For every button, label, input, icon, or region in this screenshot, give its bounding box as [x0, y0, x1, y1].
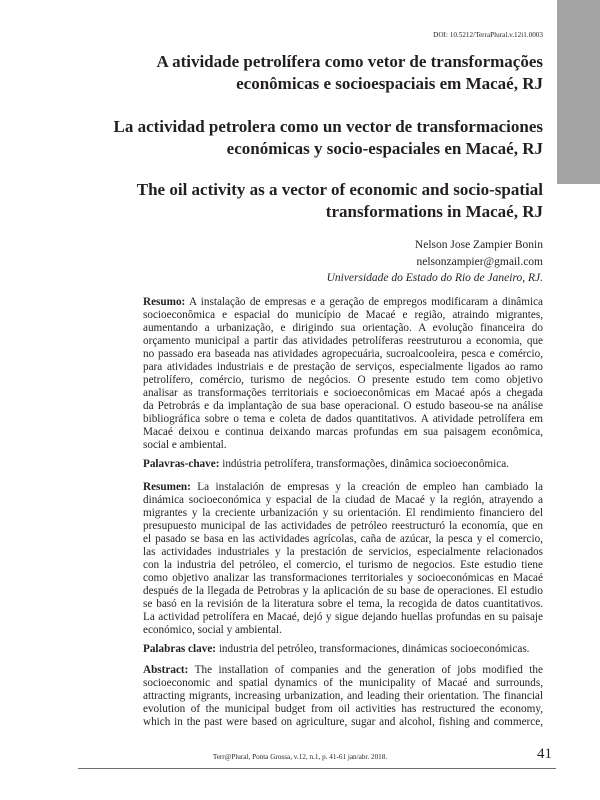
resumo-line: Macaé deixou e continua deixando marcas profundas em sua paisagem econômica,: [143, 426, 543, 438]
journal-footer: Terr@Plural, Ponta Grossa, v.12, n.1, p. 41-61 jan/abr. 2018.: [212, 753, 388, 761]
resumo-line: orçamento municipal a partir das atividades petrolíferas reestruturou a economia, que: [143, 335, 543, 347]
resumen-line: después de la llegada de Petrobras y la aplicación de su base de operaciones. El estudio: [143, 585, 543, 597]
footer-rule: [78, 768, 556, 769]
resumen-line: dinámica socioeconómica y espacial de la ciudad de Macaé y la región, atrayendo a: [143, 494, 543, 506]
keywords-line: [143, 643, 543, 656]
resumen-line: como objetivo analizar las transformaciones territoriales y socioeconómicas en Macaé: [143, 572, 543, 584]
palavras-chave-label: Palavras-chave:: [143, 458, 220, 470]
resumen-line: las actividades industriales y la prestación de servicios, especialmente relacionados: [143, 546, 543, 558]
resumo-line-text: A instalação de empresas e a geração de empregos modificaram a dinâmica: [189, 296, 543, 308]
resumo-line: da Petrobrás e da implantação de sua base operacional. O estudo baseou-se na análise: [143, 400, 543, 412]
abstract-line: which in the past were based on agriculture, sugar and alcohol, fishing and commerce,: [143, 716, 543, 728]
resumen-label: Resumen:: [143, 481, 191, 493]
title-english: [137, 179, 543, 222]
resumo-paragraph: [143, 296, 543, 452]
resumen-line: el pasado se basa en las actividades agrícolas, caña de azúcar, la pesca y el comercio,: [143, 533, 543, 545]
resumo-label: Resumo:: [143, 296, 186, 308]
author-affiliation: Universidade do Estado do Rio de Janeiro, RJ.: [326, 272, 543, 284]
palavras-chave: [143, 458, 543, 471]
resumen-line: [143, 481, 543, 494]
title-line: A atividade petrolífera como vetor de transformações: [156, 52, 543, 71]
abstract-line: attracting migrants, increasing urbanization, and leading their orientation. The financial: [143, 690, 543, 702]
resumo-line: petrolífero, comércio, turismo de negócios. O presente estudo tem como objetivo: [143, 374, 543, 386]
author-email: nelsonzampier@gmail.com: [416, 255, 543, 268]
title-line: econômicas e socioespaciais em Macaé, RJ: [236, 73, 543, 93]
title-line: transformations in Macaé, RJ: [325, 201, 543, 221]
resumo-line: bibliográfica sobre o tema e coleta de dados quantitativos. A atividade petrolífera em: [143, 413, 543, 425]
resumo-line: socioeconômica e espacial do município de Macaé e região, atraindo migrantes,: [143, 309, 543, 321]
resumen-line: migrantes y la creciente urbanización y su orientación. El rendimiento financiero del: [143, 507, 543, 519]
resumo-line: aumentando a urbanização, e dirigindo sua orientação. A evolução financeira do: [143, 322, 543, 334]
resumen-line: económico, social y ambiental.: [143, 624, 282, 636]
resumen-line: con la industria del petróleo, el comercio, el turismo de negocios. Este estudio tiene: [143, 559, 543, 571]
title-portuguese: [156, 51, 543, 94]
abstract-line: socioeconomic and spatial dynamics of the municipality of Macaé and surrounds,: [143, 677, 543, 689]
palabras-clave-label: Palabras clave:: [143, 643, 217, 655]
resumen-line: La actividad petrolífera en Macaé, dejó y sigue dejando huellas profundas en su paisaje: [143, 611, 543, 623]
author-block: [327, 237, 543, 287]
title-line: The oil activity as a vector of economic and socio-spatial: [136, 180, 543, 199]
resumen-line-text: La instalación de empresas y la creación de empleo han cambiado la: [197, 481, 544, 493]
title-line: La actividad petrolera como un vector de transformaciones: [113, 117, 543, 136]
palavras-chave-text: indústria petrolífera, transformações, dinâmica socioeconômica.: [222, 458, 509, 470]
keywords-line: [143, 458, 543, 471]
resumo-line: para atividades industriais e de prestação de serviços, especialmente ligados ao ramo: [143, 361, 543, 373]
resumen-line: se basó en la revisión de la literatura sobre el tema, la recogida de datos cuantitativos.: [143, 598, 543, 610]
abstract-line-text: The installation of companies and the generation of jobs modified the: [194, 664, 543, 676]
palabras-clave-text: industria del petróleo, transformaciones, dinámicas socioeconómicas.: [218, 643, 530, 655]
resumo-line: [143, 296, 543, 309]
abstract-line: evolution of the municipal budget from oil activities has restructured the economy,: [143, 703, 543, 715]
title-spanish: [114, 116, 544, 159]
palabras-clave: [143, 643, 543, 656]
resumen-line: presupuesto municipal de las actividades de petróleo reestructuró la economía, que en: [143, 520, 543, 532]
resumen-paragraph: [143, 481, 543, 637]
title-line: económicas y socio-espaciales en Macaé, RJ: [226, 138, 543, 158]
abstract-label: Abstract:: [143, 664, 189, 676]
page-number: 41: [537, 746, 552, 762]
resumo-line: analisar as transformações territoriais e socioeconômicas em Macaé após a chegada: [143, 387, 543, 399]
abstract-line: [143, 664, 543, 677]
resumo-line: no passado era baseada nas atividades agropecuária, sucroalcooleira, pesca e comércio,: [143, 348, 543, 360]
side-tab: [557, 0, 600, 184]
author-name: Nelson Jose Zampier Bonin: [414, 239, 543, 251]
doi: DOI: 10.5212/TerraPlural.v.12i1.0003: [433, 31, 543, 39]
resumo-line: social e ambiental.: [143, 439, 227, 451]
abstract-paragraph: [143, 664, 543, 729]
